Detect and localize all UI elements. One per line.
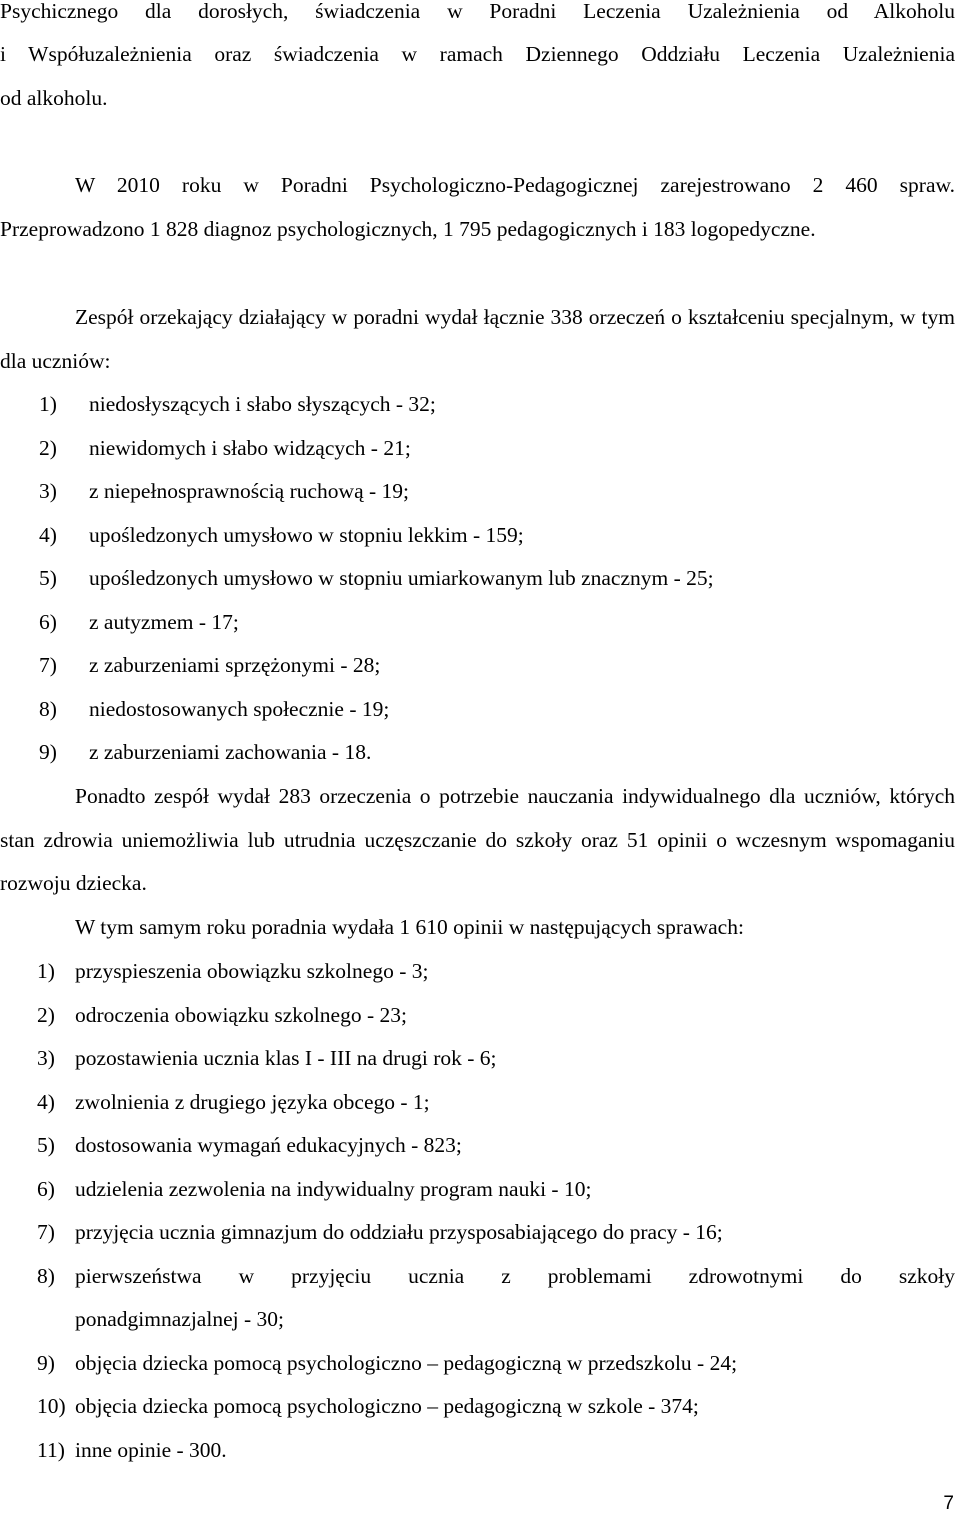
list-item-text: przyjęcia ucznia gimnazjum do oddziału przysposabiającego do pracy - 16; — [75, 1220, 723, 1244]
list-item-text: zwolnienia z drugiego języka obcego - 1; — [75, 1089, 430, 1114]
list-item — [39, 601, 714, 645]
list-item-text: objęcia dziecka pomocą psychologiczno – pedagogiczną w szkole - 374; — [75, 1394, 699, 1418]
list-item-number: 8) — [37, 1263, 55, 1288]
list-item-text: z niepełnosprawnością ruchową - 19; — [89, 479, 410, 503]
list-item-number: 9) — [37, 1350, 55, 1375]
list-item-text: upośledzonych umysłowo w stopniu umiarkowanym lub znacznym - 25; — [89, 566, 714, 590]
intro-line-3: od alkoholu. — [0, 86, 108, 110]
list-item-number: 1) — [39, 392, 57, 416]
list-item-number: 2) — [37, 1002, 55, 1027]
list-item-number: 10) — [37, 1394, 66, 1418]
list-item-text: z zaburzeniami sprzężonymi - 28; — [89, 653, 381, 677]
list-item — [39, 383, 714, 427]
list-item-number: 2) — [39, 435, 57, 460]
list-item — [39, 427, 714, 471]
list-item — [37, 1429, 955, 1473]
list-item — [37, 1342, 955, 1386]
list-item-number: 1) — [37, 959, 55, 983]
paragraph-opinie-intro: W tym samym roku poradnia wydała 1 610 opinii w następujących sprawach: — [75, 915, 744, 939]
list-item-number: 6) — [39, 609, 57, 634]
list-item — [37, 1385, 955, 1429]
paragraph-2010-statistics: W 2010 roku w Poradni Psychologiczno-Pedagogicznej zarejestrowano 2 460 spraw. Przeprowadzono 1 828 diagnoz psychologicznych, 1 795 pedagogicznych i 183 logopedyczne. — [0, 173, 955, 241]
list-item — [37, 1211, 955, 1255]
list-item-text: udzielenia zezwolenia na indywidualny program nauki - 10; — [75, 1176, 592, 1201]
list-item — [37, 950, 955, 994]
list-item — [39, 557, 714, 601]
list-item-number: 7) — [39, 653, 57, 677]
list-item — [39, 514, 714, 558]
list-item-text: dostosowania wymagań edukacyjnych - 823; — [75, 1133, 462, 1157]
list-item-number: 4) — [39, 522, 57, 547]
list-item-number: 5) — [39, 566, 57, 590]
paragraph-zespol-orzekajacy: Zespół orzekający działający w poradni wydał łącznie 338 orzeczeń o kształceniu specjalnym, w tym dla uczniów: — [0, 305, 955, 373]
list-item — [39, 731, 714, 775]
list-item-text: przyspieszenia obowiązku szkolnego - 3; — [75, 959, 429, 983]
list-item — [39, 688, 714, 732]
intro-line-2: i Współuzależnienia oraz świadczenia w ramach Dziennego Oddziału Leczenia Uzależnienia — [0, 42, 955, 66]
list-item — [39, 644, 714, 688]
list-item — [37, 1037, 955, 1081]
list-item-number: 3) — [39, 479, 57, 503]
paragraph-ponadto: Ponadto zespół wydał 283 orzeczenia o potrzebie nauczania indywidualnego dla uczniów, których stan zdrowia uniemożliwia lub utrudnia uczęszczanie do szkoły oraz 51 opinii o wczesnym wspomaganiu rozwoju dziecka. — [0, 784, 955, 895]
list-item-number: 4) — [37, 1089, 55, 1114]
list-item-text: niewidomych i słabo widzących - 21; — [89, 435, 411, 460]
list-item — [37, 994, 955, 1038]
list-item — [37, 1168, 955, 1212]
list-item — [37, 1255, 955, 1342]
intro-line-1: Psychicznego dla dorosłych, świadczenia w Poradni Leczenia Uzależnienia od Alkoholu — [0, 0, 955, 23]
list-item-text: odroczenia obowiązku szkolnego - 23; — [75, 1002, 407, 1027]
list-item-number: 8) — [39, 696, 57, 721]
list-item — [39, 470, 714, 514]
list-item-number: 11) — [37, 1437, 65, 1462]
list-item — [37, 1124, 955, 1168]
list-item-text: pozostawienia ucznia klas I - III na drugi rok - 6; — [75, 1046, 497, 1070]
page-number: 7 — [943, 1493, 954, 1514]
list-item-text: upośledzonych umysłowo w stopniu lekkim - 159; — [89, 522, 524, 547]
orzeczenia-list — [39, 383, 714, 775]
list-item-text: z zaburzeniami zachowania - 18. — [89, 740, 372, 764]
list-item — [37, 1081, 955, 1125]
list-item-number: 3) — [37, 1046, 55, 1070]
list-item-text-continuation: ponadgimnazjalnej - 30; — [75, 1307, 284, 1331]
list-item-text: z autyzmem - 17; — [89, 609, 239, 634]
list-item-number: 9) — [39, 740, 57, 764]
list-item-text: niedostosowanych społecznie - 19; — [89, 696, 390, 721]
opinie-list — [37, 950, 955, 1472]
list-item-text: inne opinie - 300. — [75, 1437, 227, 1462]
list-item-text: objęcia dziecka pomocą psychologiczno – pedagogiczną w przedszkolu - 24; — [75, 1350, 738, 1375]
list-item-number: 5) — [37, 1133, 55, 1157]
list-item-number: 6) — [37, 1176, 55, 1201]
list-item-text: niedosłyszących i słabo słyszących - 32; — [89, 392, 436, 416]
list-item-number: 7) — [37, 1220, 55, 1244]
list-item-text: pierwszeństwa w przyjęciu ucznia z problemami zdrowotnymi do szkoły — [75, 1263, 955, 1288]
